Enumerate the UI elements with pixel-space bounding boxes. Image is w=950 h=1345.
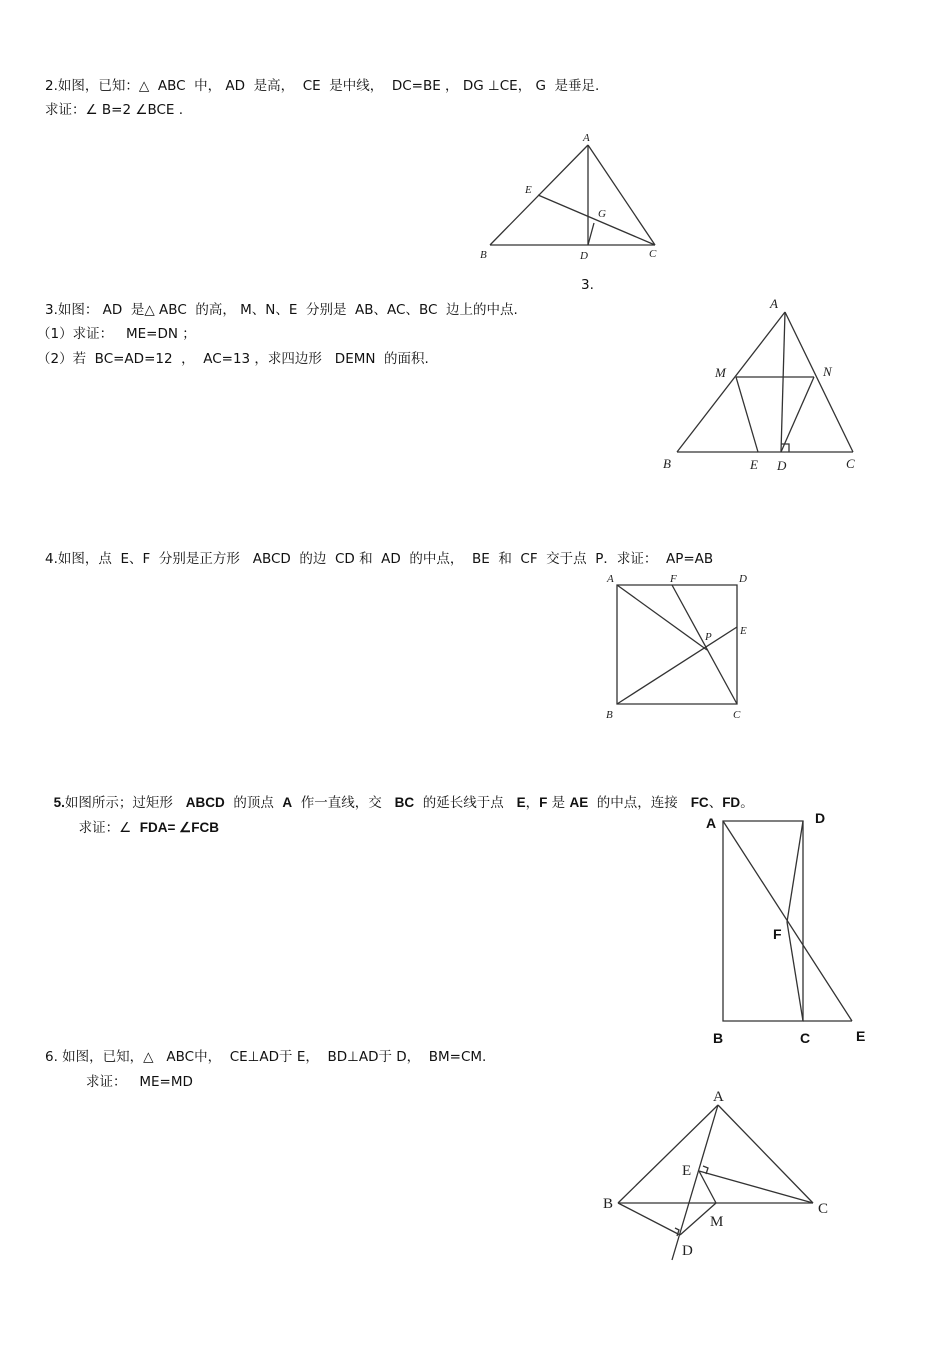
- vertex-d-label: D: [815, 810, 826, 826]
- vertex-a-label: A: [713, 1089, 724, 1105]
- vertex-a-label: A: [706, 815, 717, 831]
- vertex-a-label: A: [583, 132, 590, 144]
- point-d-label: D: [580, 250, 588, 262]
- problem-6-statement: 6. 如图，已知，△ ABC中， CE⊥AD于 E， BD⊥AD于 D， BM=CM.: [45, 1049, 487, 1065]
- midpoint-e-label: E: [740, 625, 747, 637]
- midpoint-m-label: M: [710, 1214, 724, 1230]
- problem-5-statement: 5.如图所示；过矩形 ABCD 的顶点 A 作一直线，交 BC 的延长线于点 E，F 是 AE 的中点，连接 FC、FD。: [53, 795, 754, 811]
- figure-rectangle-abcd: [700, 805, 880, 1050]
- vertex-b-label: B: [713, 1030, 724, 1046]
- figure-triangle-midpoints: [660, 290, 870, 480]
- vertex-d-label: D: [739, 573, 747, 585]
- problem-3-part1: （1）求证： ME=DN ；: [37, 326, 196, 342]
- vertex-b-label: B: [603, 1196, 614, 1212]
- midpoint-m-label: M: [715, 365, 726, 380]
- problem-3-part2: （2）若 BC=AD=12 ， AC=13 ，求四边形 DEMN 的面积.: [37, 351, 429, 367]
- foot-d-label: D: [682, 1243, 693, 1259]
- foot-e-label: E: [682, 1163, 692, 1179]
- problem-3-statement: 3.如图： AD 是△ ABC 的高， M、N、E 分别是 AB、AC、BC 边上的中点.: [45, 302, 518, 318]
- vertex-c-label: C: [846, 456, 855, 471]
- vertex-b-label: B: [606, 709, 613, 721]
- figure-triangle-abc-altitude-median: [470, 125, 670, 270]
- point-e-label: E: [856, 1028, 866, 1044]
- midpoint-f-label: F: [773, 926, 782, 942]
- midpoint-f-label: F: [670, 573, 677, 585]
- vertex-c-label: C: [733, 709, 741, 721]
- problem-2-prove: 求证：∠ B=2 ∠BCE .: [45, 102, 184, 118]
- vertex-a-label: A: [770, 296, 778, 311]
- vertex-b-label: B: [480, 249, 487, 261]
- point-p-label: P: [705, 631, 712, 643]
- figure-triangle-perpendiculars: [595, 1080, 845, 1265]
- problem-6-prove: 求证： ME=MD: [86, 1074, 193, 1090]
- problem-5-prove: 求证：∠ FDA= ∠FCB: [78, 820, 220, 836]
- point-g-label: G: [598, 208, 606, 220]
- foot-d-label: D: [777, 458, 787, 473]
- figure-3-caption: 3.: [581, 277, 594, 293]
- point-e-label: E: [525, 184, 532, 196]
- figure-square-abcd: [600, 565, 760, 725]
- vertex-c-label: C: [818, 1201, 829, 1217]
- vertex-c-label: C: [800, 1030, 811, 1046]
- problem-2-statement: 2.如图，已知：△ ABC 中， AD 是高， CE 是中线， DC=BE ， DG ⊥CE， G 是垂足.: [45, 78, 600, 94]
- vertex-b-label: B: [663, 456, 671, 471]
- vertex-c-label: C: [649, 248, 657, 260]
- midpoint-e-label: E: [750, 457, 758, 472]
- vertex-a-label: A: [607, 573, 614, 585]
- problem-4-statement: 4.如图，点 E、F 分别是正方形 ABCD 的边 CD 和 AD 的中点， BE 和 CF 交于点 P．求证： AP=AB: [45, 551, 714, 567]
- midpoint-n-label: N: [823, 364, 832, 379]
